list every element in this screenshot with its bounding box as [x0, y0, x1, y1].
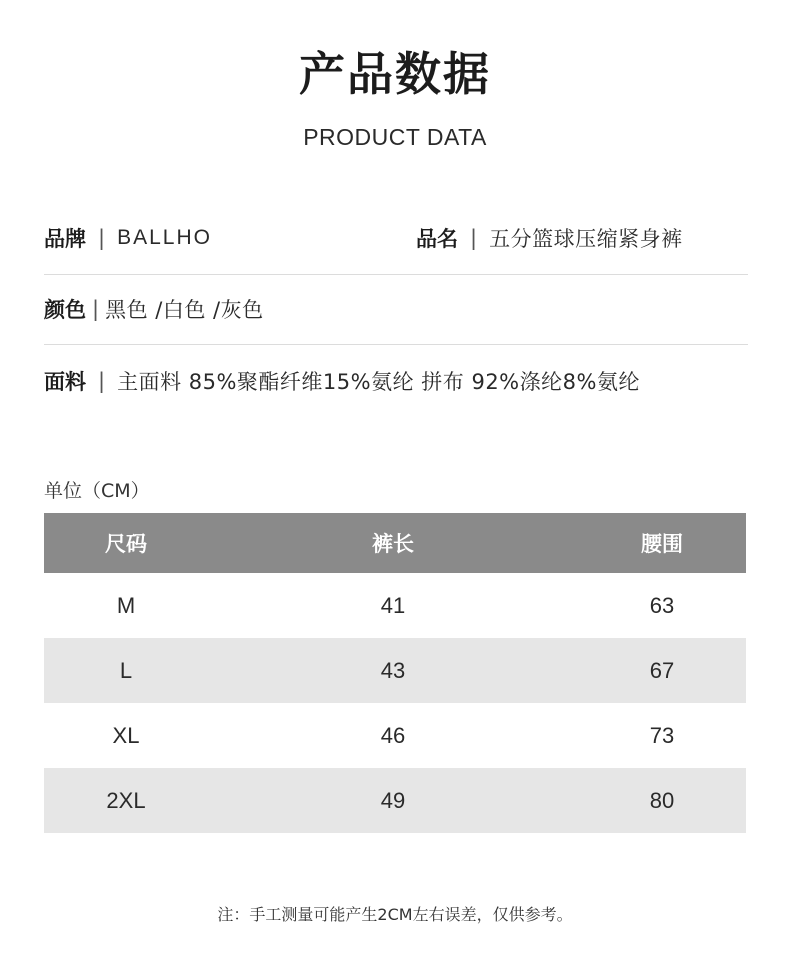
- column-header-size: 尺码: [44, 513, 208, 573]
- material-value: 主面料 85%聚酯纤维15%氨纶 拼布 92%涤纶8%氨纶: [117, 370, 640, 394]
- product-name-separator: |: [470, 226, 478, 250]
- page-subtitle: PRODUCT DATA: [303, 124, 487, 150]
- table-row: [44, 703, 746, 768]
- size-table: [44, 513, 746, 833]
- color-value: 黑色 /白色 /灰色: [105, 298, 264, 322]
- cell-waist: 80: [578, 768, 746, 833]
- table-row: [44, 638, 746, 703]
- footer-note: 注：手工测量可能产生2CM左右误差，仅供参考。: [217, 905, 573, 924]
- cell-size: XL: [112, 722, 140, 748]
- cell-size: L: [44, 638, 208, 703]
- info-row-material: [44, 363, 748, 399]
- page-title: 产品数据: [299, 47, 491, 101]
- cell-length: 41: [380, 592, 406, 618]
- brand-label: 品牌: [44, 227, 86, 251]
- product-name-pair: [416, 223, 683, 253]
- color-label: 颜色: [44, 298, 86, 322]
- table-header-row: [44, 513, 746, 573]
- product-name-label: 品名: [416, 227, 458, 251]
- divider: [44, 274, 748, 275]
- column-header-waist: 腰围: [578, 513, 746, 573]
- cell-waist: 73: [649, 722, 675, 748]
- info-row-color: [44, 291, 748, 327]
- cell-size: M: [116, 592, 136, 618]
- info-row-brand: [44, 220, 748, 256]
- cell-length: 46: [380, 722, 406, 748]
- material-label: 面料: [44, 370, 86, 394]
- unit-label: 单位（CM）: [44, 480, 150, 502]
- cell-waist: 67: [578, 638, 746, 703]
- table-row: [44, 573, 746, 638]
- cell-size: 2XL: [44, 768, 208, 833]
- material-separator: |: [98, 369, 106, 393]
- cell-length: 49: [208, 768, 578, 833]
- brand-value: BALLHO: [117, 226, 212, 249]
- cell-waist: 63: [649, 592, 675, 618]
- color-separator: |: [92, 297, 100, 321]
- cell-length: 43: [208, 638, 578, 703]
- product-name-value: 五分篮球压缩紧身裤: [489, 227, 683, 251]
- column-header-length: 裤长: [208, 513, 578, 573]
- table-row: [44, 768, 746, 833]
- divider: [44, 344, 748, 345]
- brand-separator: |: [98, 226, 106, 250]
